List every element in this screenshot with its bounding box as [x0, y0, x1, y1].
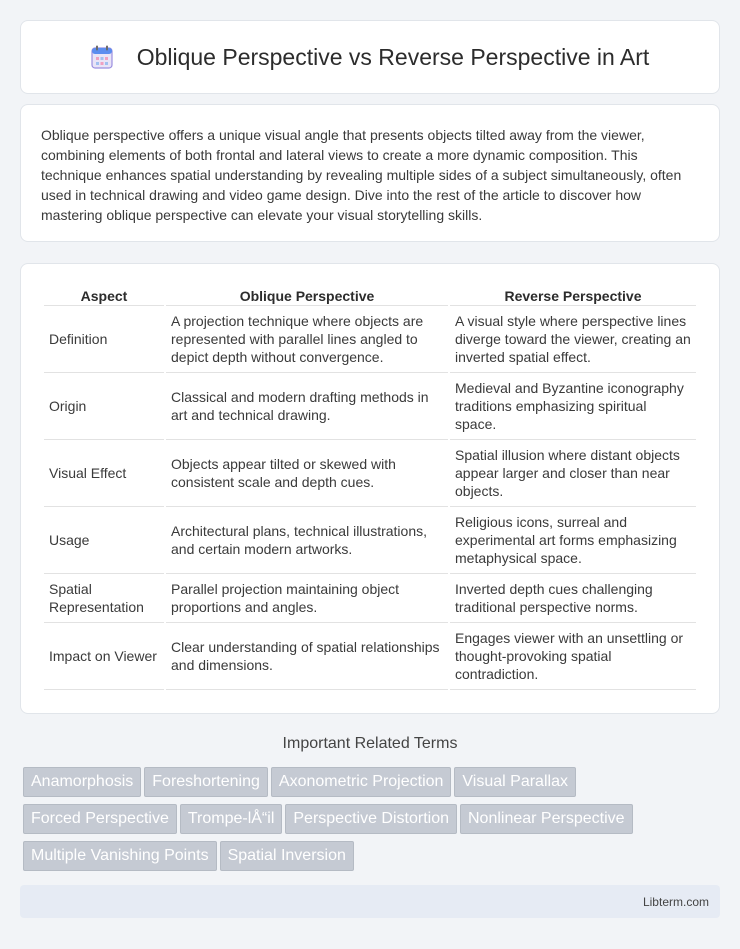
table-row	[44, 440, 696, 507]
cell-aspect: Spatial Representation	[44, 574, 164, 623]
intro-text: Oblique perspective offers a unique visual angle that presents objects tilted away from the viewer, combining elements of both frontal and lateral views to create a more dynamic composition. This technique enhances spatial understanding by revealing multiple sides of a subject simultaneously, often used in technical drawing and video game design. Dive into the rest of the article to discover how mastering oblique perspective can elevate your visual storytelling skills.	[41, 127, 682, 223]
header-card	[20, 20, 720, 94]
table-row	[44, 507, 696, 574]
cell-aspect: Origin	[44, 373, 164, 440]
cell-reverse: Inverted depth cues challenging traditional perspective norms.	[450, 574, 696, 623]
related-term-tag[interactable]: Forced Perspective	[23, 804, 177, 834]
related-term-tag[interactable]: Perspective Distortion	[285, 804, 457, 834]
cell-aspect: Visual Effect	[44, 440, 164, 507]
related-term-tag[interactable]: Foreshortening	[144, 767, 268, 797]
page-title: Oblique Perspective vs Reverse Perspective in Art	[136, 43, 650, 70]
table-row	[44, 574, 696, 623]
footer	[20, 885, 720, 918]
related-term-tag[interactable]: Visual Parallax	[454, 767, 576, 797]
related-terms-list	[23, 767, 723, 878]
related-term-tag[interactable]: Axonometric Projection	[271, 767, 452, 797]
related-terms-title: Important Related Terms	[282, 735, 458, 752]
cell-reverse: Medieval and Byzantine iconography traditions emphasizing spiritual space.	[450, 373, 696, 440]
related-term-tag[interactable]: Multiple Vanishing Points	[23, 841, 217, 871]
footer-site-link[interactable]: Libterm.com	[642, 895, 709, 909]
related-term-tag[interactable]: Anamorphosis	[23, 767, 141, 797]
table-row	[44, 623, 696, 690]
cell-aspect: Impact on Viewer	[44, 623, 164, 690]
cell-oblique: Parallel projection maintaining object proportions and angles.	[166, 574, 448, 623]
cell-reverse: Religious icons, surreal and experimental art forms emphasizing metaphysical space.	[450, 507, 696, 574]
cell-aspect: Usage	[44, 507, 164, 574]
comparison-table	[42, 284, 698, 690]
cell-oblique: Architectural plans, technical illustrations, and certain modern artworks.	[166, 507, 448, 574]
header-oblique: Oblique Perspective	[166, 284, 448, 306]
comparison-table-card	[20, 263, 720, 714]
cell-oblique: Classical and modern drafting methods in art and technical drawing.	[166, 373, 448, 440]
table-header-row	[44, 284, 696, 306]
related-term-tag[interactable]: Spatial Inversion	[220, 841, 354, 871]
cell-oblique: A projection technique where objects are represented with parallel lines angled to depict depth without convergence.	[166, 306, 448, 373]
table-row	[44, 306, 696, 373]
cell-reverse: Engages viewer with an unsettling or thought-provoking spatial contradiction.	[450, 623, 696, 690]
related-term-tag[interactable]: Trompe-lÅ“il	[180, 804, 283, 834]
table-row	[44, 373, 696, 440]
header-aspect: Aspect	[44, 284, 164, 306]
cell-reverse: Spatial illusion where distant objects appear larger and closer than near objects.	[450, 440, 696, 507]
calendar-icon	[91, 45, 113, 69]
cell-aspect: Definition	[44, 306, 164, 373]
header-reverse: Reverse Perspective	[450, 284, 696, 306]
cell-oblique: Clear understanding of spatial relationships and dimensions.	[166, 623, 448, 690]
intro-card	[20, 104, 720, 242]
cell-oblique: Objects appear tilted or skewed with consistent scale and depth cues.	[166, 440, 448, 507]
cell-reverse: A visual style where perspective lines diverge toward the viewer, creating an inverted spatial effect.	[450, 306, 696, 373]
related-term-tag[interactable]: Nonlinear Perspective	[460, 804, 633, 834]
